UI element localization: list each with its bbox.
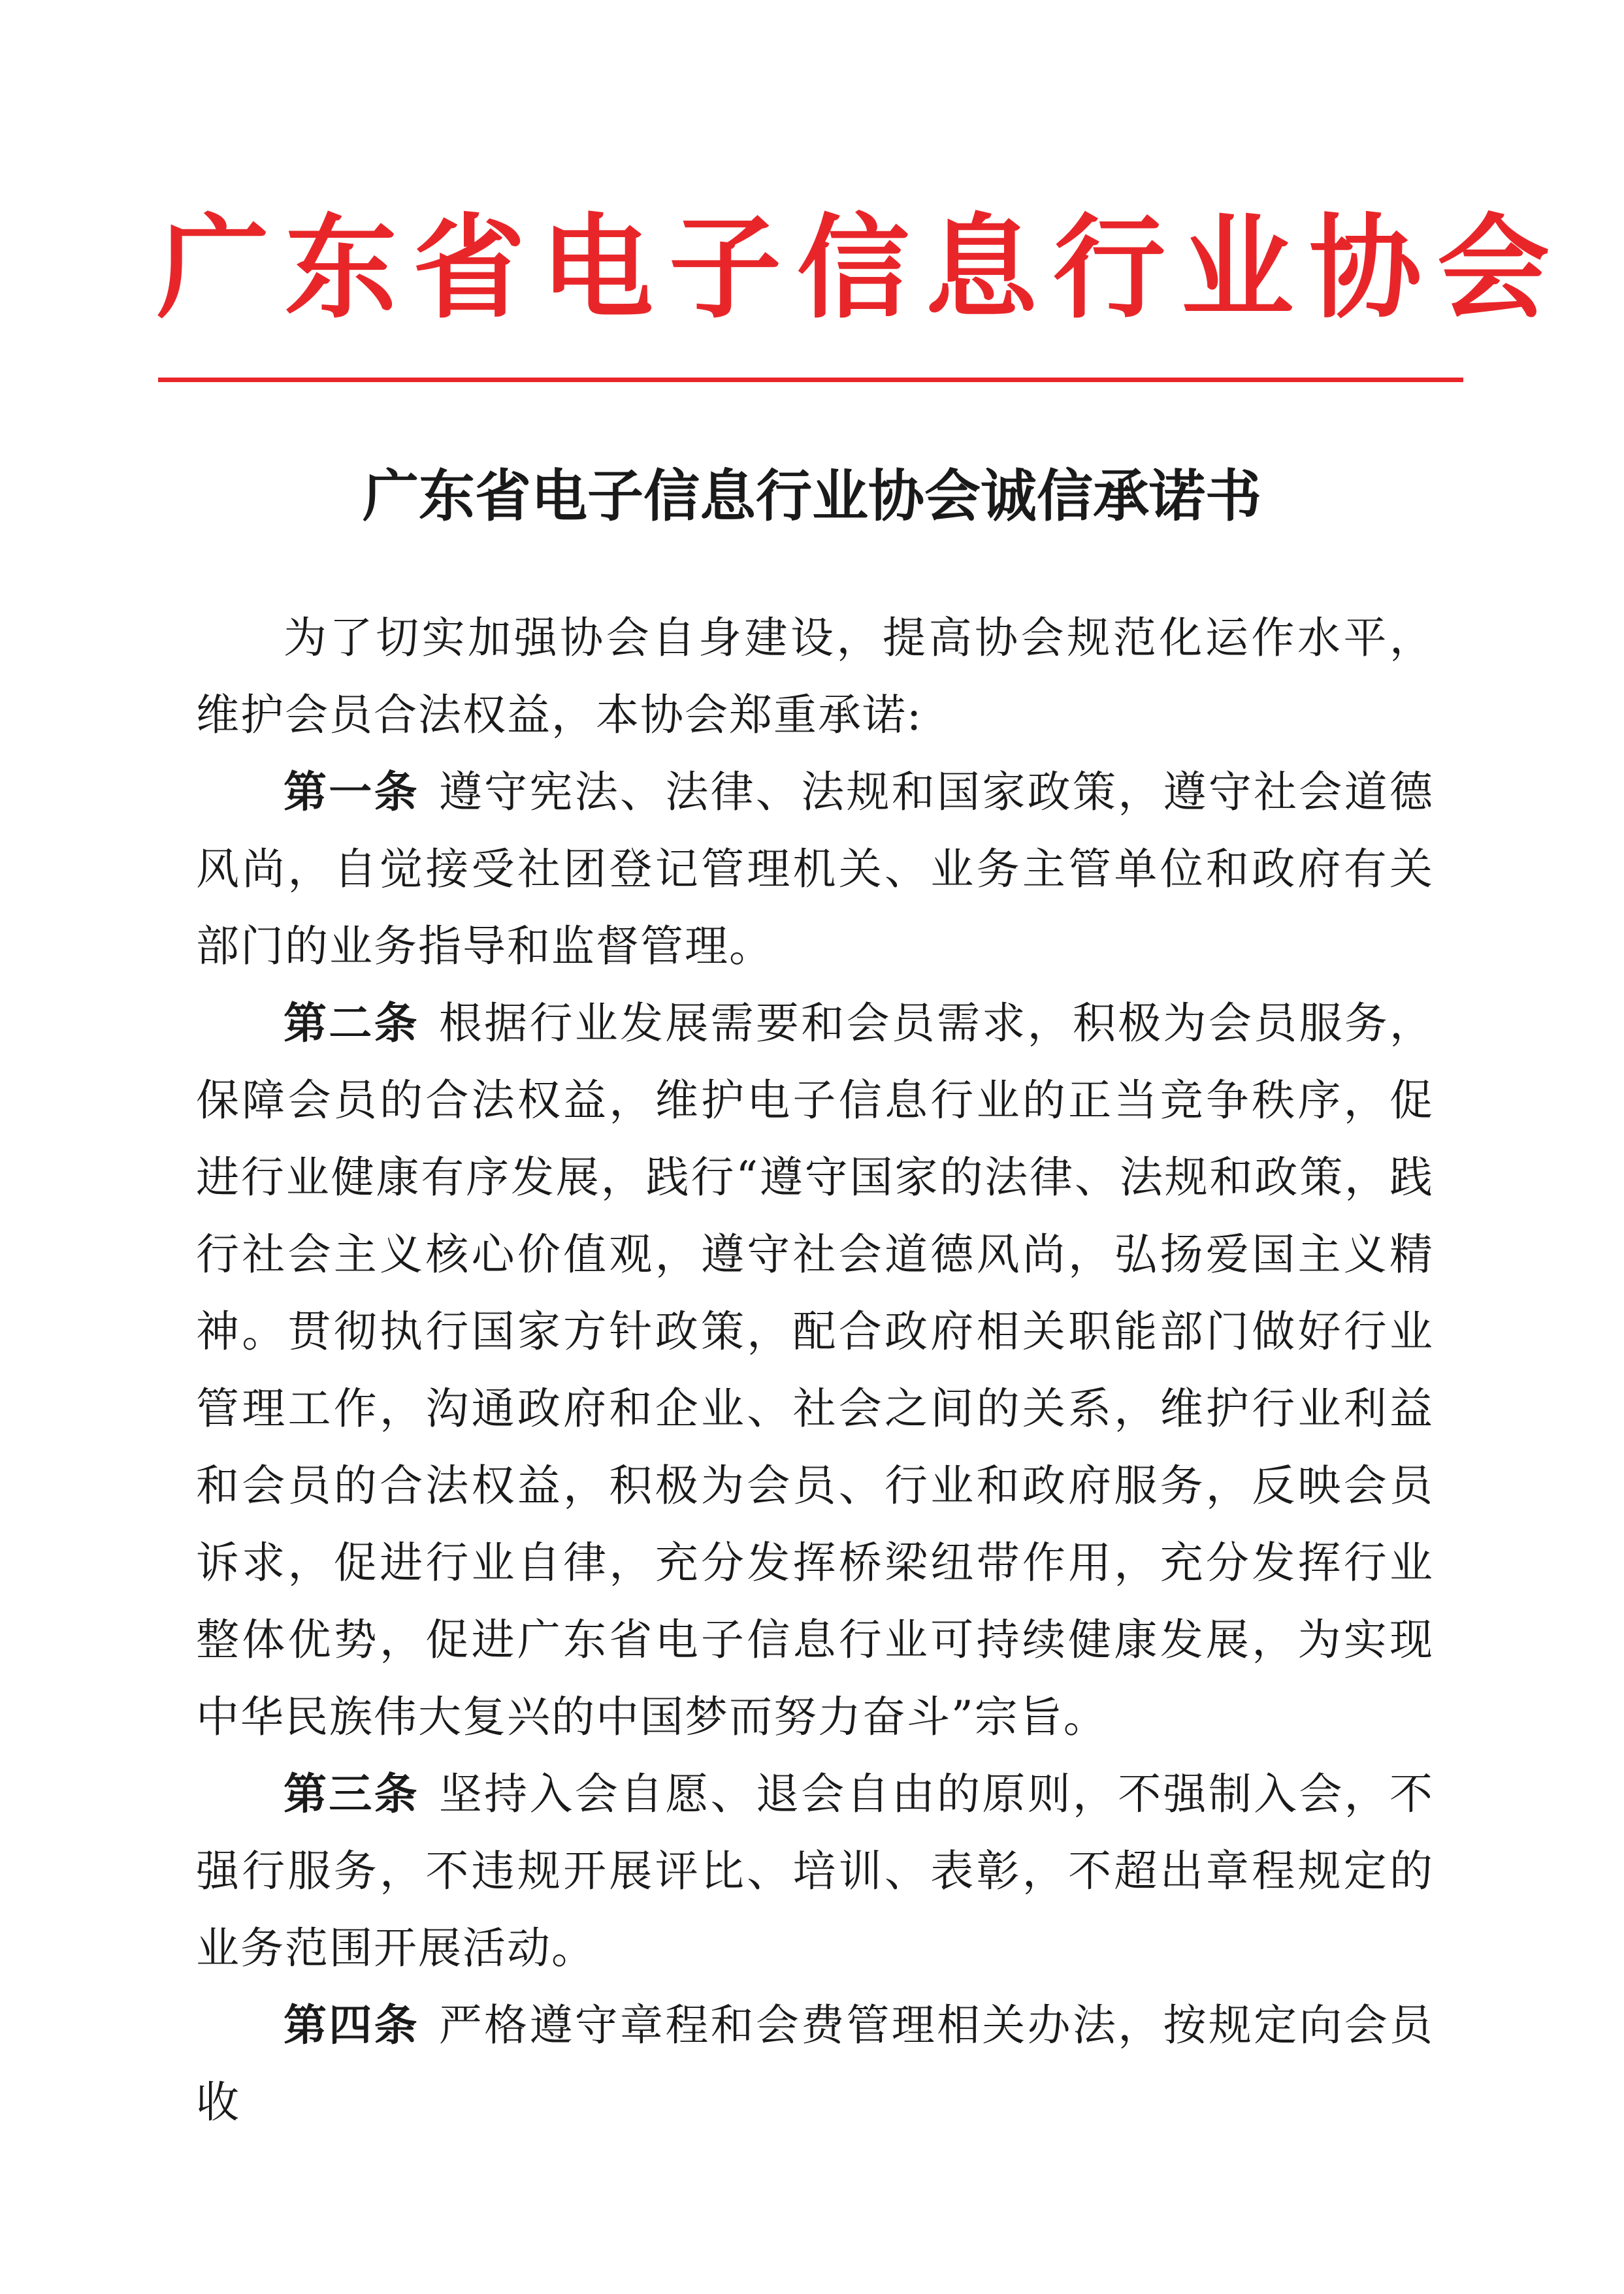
article-1-label: 第一条 [284, 767, 419, 817]
article-1 [196, 754, 1434, 985]
article-4-label: 第四条 [284, 2000, 419, 2050]
article-4-text: 严格遵守章程和会费管理相关办法，按规定向会员收 [196, 2000, 1434, 2127]
article-3-label: 第三条 [284, 1769, 419, 1819]
article-2-text: 根据行业发展需要和会员需求，积极为会员服务，保障会员的合法权益，维护电子信息行业的正当竞争秩序，促进行业健康有序发展，践行“遵守国家的法律、法规和政策，践行社会主义核心价值观，遵守社会道德风尚，弘扬爱国主义精神。贯彻执行国家方针政策，配合政府相关职能部门做好行业管理工作，沟通政府和企业、社会之间的关系，维护行业利益和会员的合法权益，积极为会员、行业和政府服务，反映会员诉求，促进行业自律，充分发挥桥梁纽带作用，充分发挥行业整体优势，促进广东省电子信息行业可持续健康发展，为实现中华民族伟大复兴的中国梦而努力奋斗”宗旨。 [196, 998, 1434, 1742]
letterhead-organization-name: 广东省电子信息行业协会 [157, 201, 1565, 334]
article-3-text: 坚持入会自愿、退会自由的原则，不强制入会，不强行服务，不违规开展评比、培训、表彰，不超出章程规定的业务范围开展活动。 [196, 1769, 1434, 1973]
article-2 [196, 985, 1434, 1756]
document-body [196, 600, 1434, 2141]
intro-paragraph: 为了切实加强协会自身建设，提高协会规范化运作水平，维护会员合法权益，本协会郑重承诺: [196, 613, 1434, 740]
article-2-label: 第二条 [284, 998, 419, 1048]
article-4 [196, 1987, 1434, 2141]
letterhead-divider [158, 378, 1463, 382]
document-title: 广东省电子信息行业协会诚信承诺书 [363, 463, 1261, 529]
article-3 [196, 1756, 1434, 1987]
article-1-text: 遵守宪法、法律、法规和国家政策，遵守社会道德风尚，自觉接受社团登记管理机关、业务主管单位和政府有关部门的业务指导和监督管理。 [196, 767, 1434, 971]
